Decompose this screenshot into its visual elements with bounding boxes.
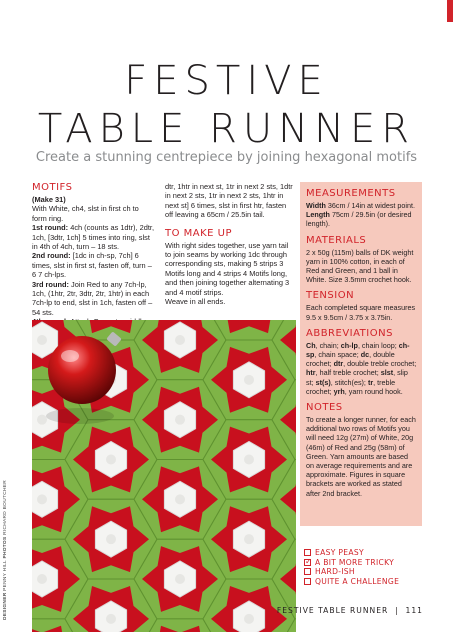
checkbox-icon [304,559,311,566]
photo-credit: DESIGNER PENNY HILL PHOTOS RICHARD BOUTCHER [3,480,8,620]
difficulty-tricky: ✓ A BIT MORE TRICKY [304,558,434,568]
make-up-text: With right sides together, use yarn tail to join seams by working 1dc through corresponding sts, making 5 strips 3 Motifs long and 4 strips 4 Motifs long, and then joining together alternating 3 and 4 motif strips. [165,240,290,297]
page-title-line1: FESTIVE [124,58,329,104]
measurements-heading: MEASUREMENTS [306,188,396,199]
measurements-width: Width 36cm / 14in at widest point. [306,201,416,210]
make-up-heading: TO MAKE UP [165,227,233,239]
checkbox-icon [304,568,311,575]
difficulty-easy: EASY PEASY [304,548,434,558]
table-runner-photo [32,320,296,632]
motifs-heading: MOTIFS [32,182,73,193]
round-4-continued: dtr, 1htr in next st, 1tr in next 2 sts, 1dtr in next 2 sts, 1tr in next 2 sts, 1htr in next st] 6 times, slst in first htr, fasten off leaving a 65cm / 25.5in tail. [165,182,293,220]
tension-heading: TENSION [306,290,355,302]
difficulty-rating [304,548,434,586]
notes-heading: NOTES [306,402,343,414]
round-1: 1st round: 4ch (counts as 1dtr), 2dtr, 1ch, [3dtr, 1ch] 5 times into ring, slst in 4th of 4ch, turn – 18 sts. [32,223,155,252]
abbreviations-list: Ch, chain; ch-lp, chain loop; ch-sp, chain space; dc, double crochet; dtr, double treble crochet; htr, half treble crochet; slst, slip st; st(s), stitch(es); tr, treble crochet; yrh, yarn round hook. [306,340,417,396]
footer-separator: | [395,606,399,615]
notes-text: To create a longer runner, for each additional two rows of Motifs you will need 12g (27m) of White, 20g (46m) of Red and 25g (58m) of Green. Yarn amounts are based on average requirements and are approximate. Figures in square brackets are worked as stated after 2nd bracket. [306,415,416,498]
footer-section: FESTIVE TABLE RUNNER [276,606,389,615]
difficulty-challenge: QUITE A CHALLENGE [304,577,434,587]
round-2: 2nd round: [1dc in ch-sp, 7ch] 6 times, slst in first st, fasten off, turn – 6 7 ch-lps. [32,251,152,280]
difficulty-hard: HARD-ISH [304,567,434,577]
page-footer [277,606,423,615]
motifs-make-count: (Make 31) [32,195,66,204]
checkbox-icon [304,578,311,585]
make-up-column [165,182,293,306]
measurements-length: Length 75cm / 29.5in (or desired length). [306,210,412,229]
page-number: 111 [405,606,423,615]
page-title-line2: TABLE RUNNER [37,106,416,152]
info-panel [300,182,422,526]
page-subtitle: Create a stunning centrepiece by joining hexagonal motifs [35,150,418,165]
make-up-weave: Weave in all ends. [165,297,226,307]
tension-text: Each completed square measures 9.5 x 9.5cm / 3.75 x 3.75in. [306,303,416,322]
edge-color-tab [447,0,453,22]
checkbox-icon [304,549,311,556]
motifs-intro: With White, ch4, slst in first ch to form ring. [32,204,139,223]
crochet-runner-illustration [32,320,296,632]
round-3: 3rd round: Join Red to any 7ch-lp, 1ch, (1htr, 2tr, 3dtr, 2tr, 1htr) in each 7ch-lp to end, slst in 1ch, fasten off – 54 sts. [32,279,153,317]
materials-heading: MATERIALS [306,234,367,246]
materials-text: 2 x 50g (115m) balls of DK weight yarn in 100% cotton, in each of Red and Green, and 1 ball in White. Size 3.5mm crochet hook. [306,247,414,285]
abbreviations-heading: ABBREVIATIONS [306,327,393,339]
